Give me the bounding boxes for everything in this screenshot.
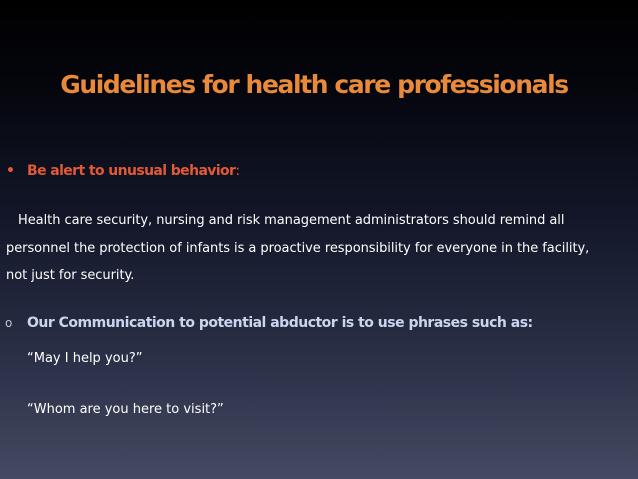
security-paragraph bbox=[6, 207, 630, 290]
slide-title: Guidelines for health care professionals bbox=[60, 70, 568, 99]
paragraph-line: not just for security. bbox=[6, 268, 135, 283]
bullet-alert-colon: : bbox=[235, 163, 240, 179]
bullet-dot-icon: • bbox=[6, 163, 15, 179]
phrase-may-i-help: “May I help you?” bbox=[27, 351, 143, 366]
bullet-circle-icon: o bbox=[5, 316, 12, 330]
paragraph-line: personnel the protection of infants is a proactive responsibility for everyone in the facility, bbox=[6, 240, 590, 256]
bullet-communication bbox=[5, 315, 533, 331]
bullet-communication-text: Our Communication to potential abductor is to use phrases such as: bbox=[27, 315, 533, 331]
bullet-alert-text: Be alert to unusual behavior bbox=[27, 163, 236, 179]
phrase-whom-visit: “Whom are you here to visit?” bbox=[27, 402, 224, 417]
bullet-alert bbox=[6, 163, 239, 179]
paragraph-line: Health care security, nursing and risk management administrators should remind all bbox=[18, 213, 565, 228]
